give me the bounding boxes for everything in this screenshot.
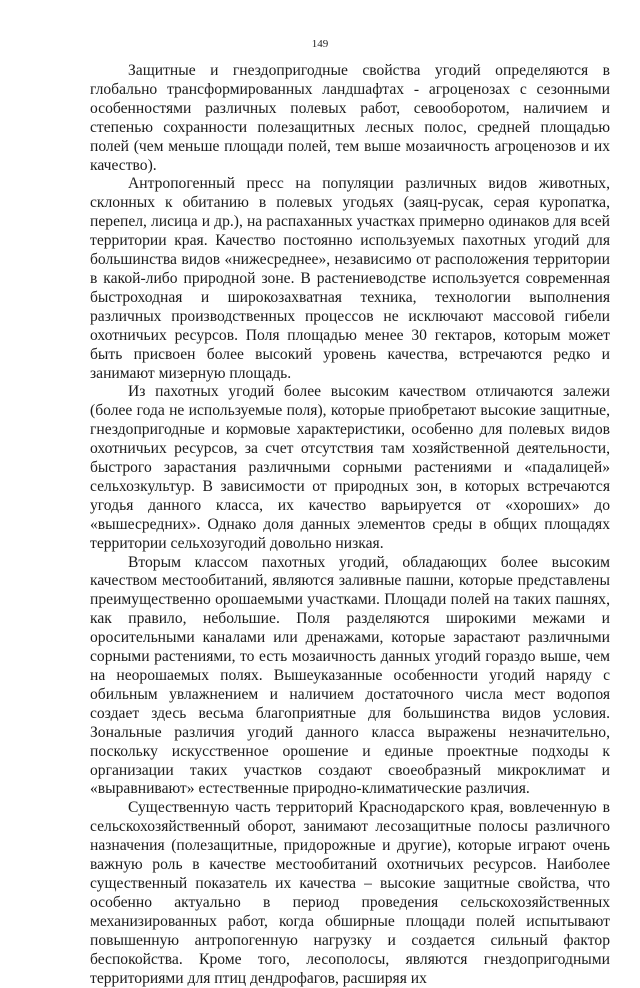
- page-number: 149: [311, 38, 329, 50]
- paragraph: Защитные и гнездопригодные свойства угодий определяются в глобально трансформированных ландшафтах - агроценозах с сезонными особенностями различных полевых работ, севооборотом, наличием и степенью сохранности полезащитных лесных полос, средней площадью полей (чем меньше площади полей, тем выше мозаичность агроценозов и их качество).: [90, 62, 610, 174]
- body-text: [90, 62, 610, 988]
- paragraph: Вторым классом пахотных угодий, обладающих более высоким качеством местообитаний, являются заливные пашни, которые представлены преимущественно орошаемыми участками. Площади полей на таких пашнях, как правило, небольшие. Поля разделяются широкими межами и оросительными каналами или дренажами, которые зарастают различными сорными растениями, то есть мозаичность данных угодий гораздо выше, чем на неорошаемых полях. Вышеуказанные особенности угодий наряду с обильным увлажнением и наличием достаточного числа мест водопоя создает здесь весьма благоприятные для большинства видов условия. Зональные различия угодий данного класса выражены незначительно, поскольку искусственное орошение и единые проектные подходы к организации таких участков создают своеобразный микроклимат и «выравнивают» естественные природно-климатические различия.: [90, 553, 610, 798]
- paragraph: Существенную часть территорий Краснодарского края, вовлеченную в сельскохозяйственный оборот, занимают лесозащитные полосы различного назначения (полезащитные, придорожные и другие), которые играют очень важную роль в качестве местообитаний охотничьих ресурсов. Наиболее существенный показатель их качества – высокие защитные свойства, что особенно актуально в период проведения сельскохозяйственных механизированных работ, когда обширные площади полей испытывают повышенную антропогенную нагрузку и создается сильный фактор беспокойства. Кроме того, лесополосы, являются гнездопригодными территориями для птиц дендрофагов, расширяя их: [90, 799, 610, 987]
- paragraph: Из пахотных угодий более высоким качеством отличаются залежи (более года не используемые поля), которые приобретают высокие защитные, гнездопригодные и кормовые характеристики, особенно для полевых видов охотничьих ресурсов, за счет отсутствия там хозяйственной деятельности, быстрого зарастания различными сорными растениями и «падалицей» сельхозкультур. В зависимости от природных зон, в которых встречаются угодья данного класса, их качество варьируется от «хороших» до «вышесредних». Однако доля данных элементов среды в общих площадях территории сельхозугодий довольно низкая.: [90, 383, 610, 552]
- paragraph: Антропогенный пресс на популяции различных видов животных, склонных к обитанию в полевых угодьях (заяц-русак, серая куропатка, перепел, лисица и др.), на распаханных участках примерно одинаков для всей территории края. Качество постоянно используемых пахотных угодий для большинства видов «нижесреднее», независимо от расположения территории в какой-либо природной зоне. В растениеводстве используется современная быстроходная и широкозахватная техника, технологии выполнения различных производственных процессов не исключают массовой гибели охотничьих ресурсов. Поля площадью менее 30 гектаров, которым может быть присвоен более высокий уровень качества, встречаются редко и занимают мизерную площадь.: [90, 175, 610, 382]
